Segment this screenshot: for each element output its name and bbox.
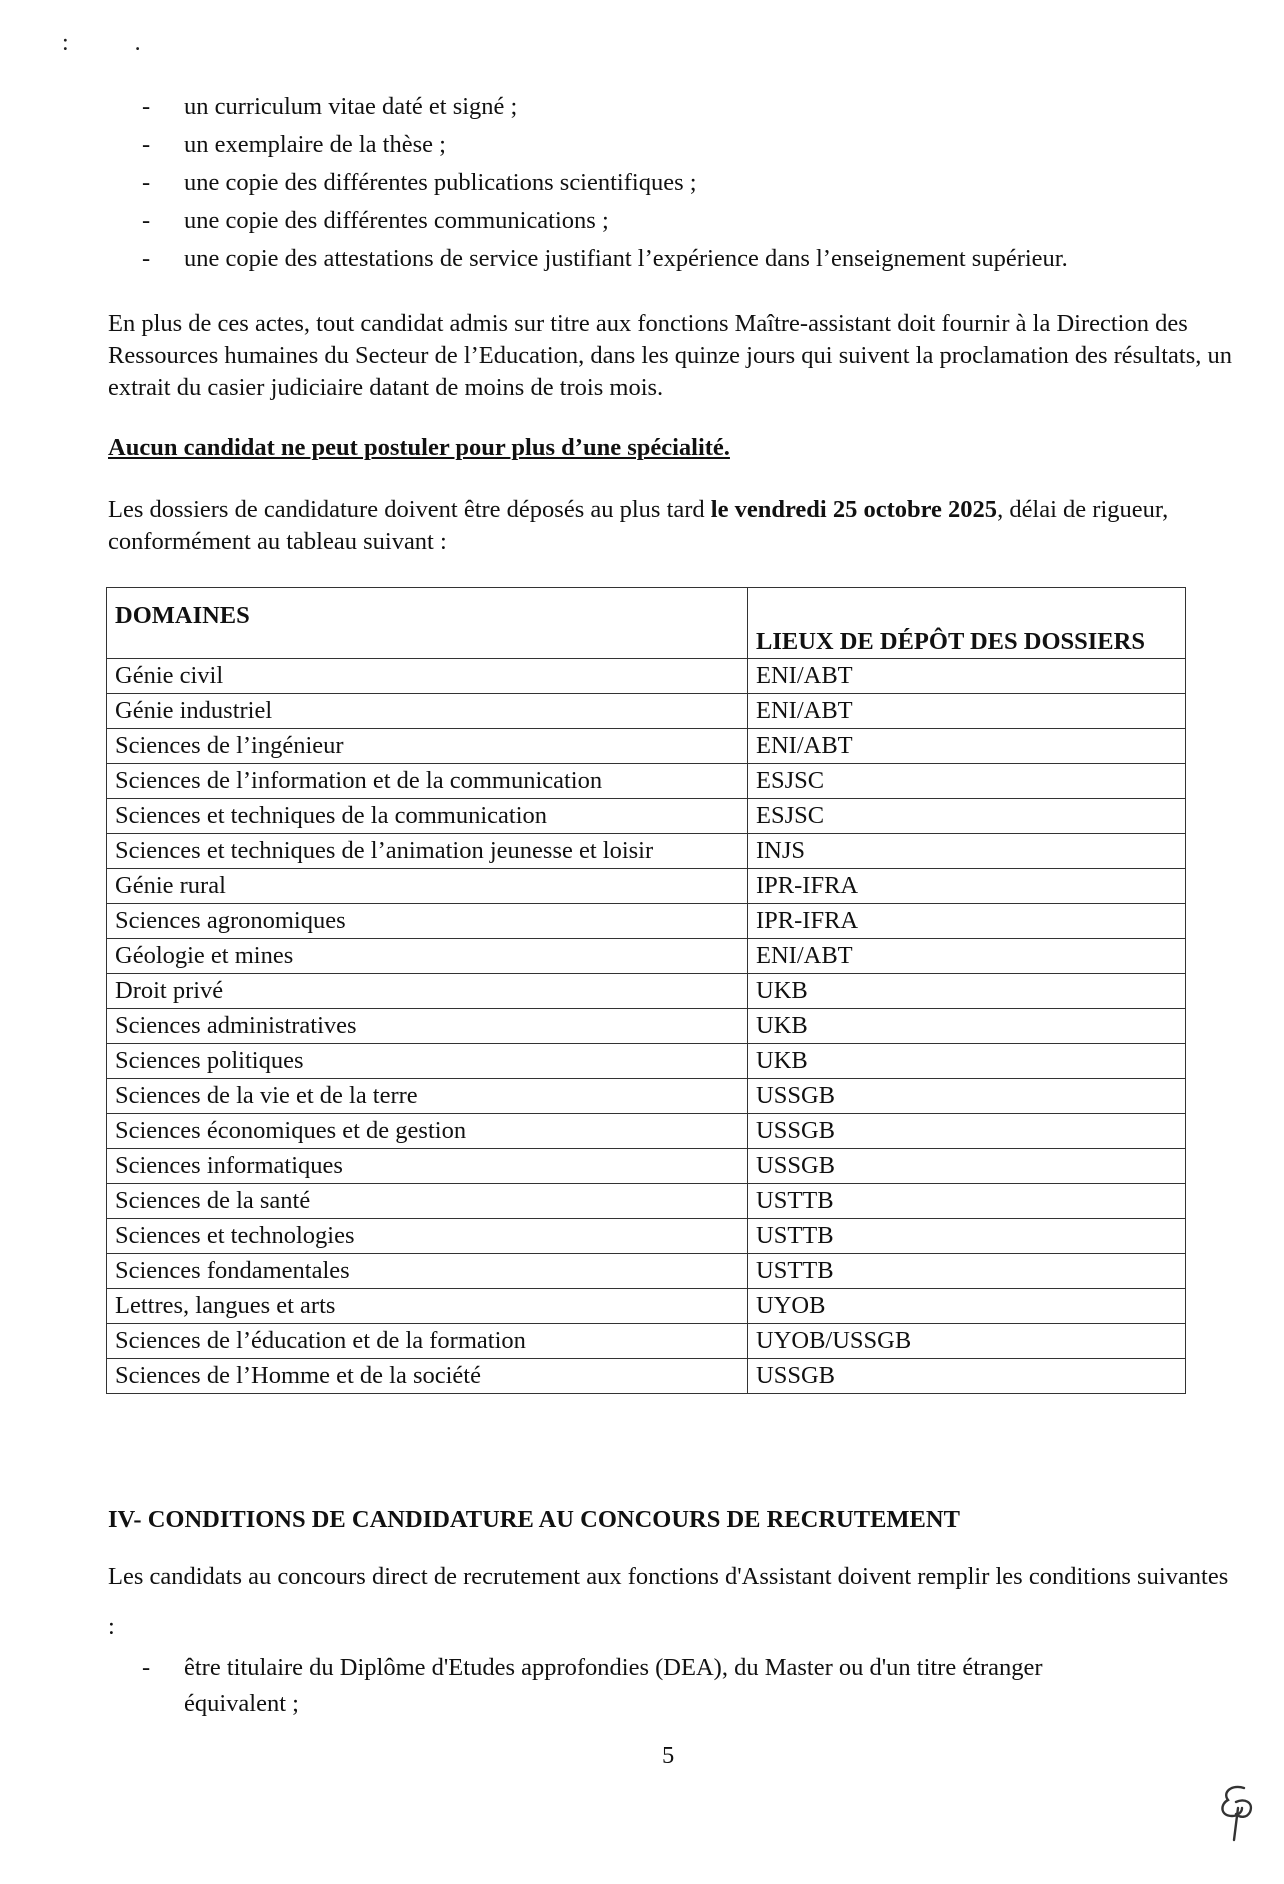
cell-domain: Sciences de la vie et de la terre xyxy=(107,1079,748,1114)
table-row xyxy=(107,799,1186,834)
cell-location: UYOB xyxy=(748,1289,1186,1324)
cell-domain: Géologie et mines xyxy=(107,939,748,974)
deadline-text-before: Les dossiers de candidature doivent être déposés au plus tard xyxy=(108,496,711,523)
cell-domain: Lettres, langues et arts xyxy=(107,1289,748,1324)
cell-domain: Sciences économiques et de gestion xyxy=(107,1114,748,1149)
domains-table xyxy=(106,587,1186,1394)
cell-domain: Génie rural xyxy=(107,869,748,904)
table-row xyxy=(107,1289,1186,1324)
list-item-text: un curriculum vitae daté et signé ; xyxy=(184,93,518,120)
signature-initials xyxy=(1214,1782,1258,1844)
documents-list xyxy=(142,88,1242,278)
list-item xyxy=(142,1650,1142,1722)
table-row xyxy=(107,1149,1186,1184)
cell-location: USSGB xyxy=(748,1149,1186,1184)
cell-domain: Droit privé xyxy=(107,974,748,1009)
cell-domain: Sciences de l’Homme et de la société xyxy=(107,1359,748,1394)
table-row xyxy=(107,904,1186,939)
deadline-text-after: , délai de rigueur, conformément au tableau suivant : xyxy=(108,496,1169,555)
cell-location: ENI/ABT xyxy=(748,694,1186,729)
table-row xyxy=(107,1324,1186,1359)
bullet-dash: - xyxy=(142,131,151,158)
list-item xyxy=(142,164,1242,202)
list-item-text: être titulaire du Diplôme d'Etudes approfondies (DEA), du Master ou d'un titre étranger équivalent ; xyxy=(184,1654,1043,1717)
cell-location: USTTB xyxy=(748,1219,1186,1254)
cell-domain: Sciences et techniques de la communication xyxy=(107,799,748,834)
paragraph-additional-documents: En plus de ces actes, tout candidat admis sur titre aux fonctions Maître-assistant doit fournir à la Direction des Ressources humaines du Secteur de l’Education, dans les quinze jours qui suivent la proclamation des résultats, un extrait du casier judiciaire datant de moins de trois mois. xyxy=(108,310,1233,401)
cell-location: IPR-IFRA xyxy=(748,869,1186,904)
table-row xyxy=(107,939,1186,974)
cell-location: UKB xyxy=(748,1009,1186,1044)
column-header-locations: LIEUX DE DÉPÔT DES DOSSIERS xyxy=(748,588,1186,659)
table-row xyxy=(107,1079,1186,1114)
table-row xyxy=(107,659,1186,694)
cell-location: USSGB xyxy=(748,1114,1186,1149)
list-item-text: un exemplaire de la thèse ; xyxy=(184,131,446,158)
cell-domain: Génie civil xyxy=(107,659,748,694)
section-title: IV- CONDITIONS DE CANDIDATURE AU CONCOURS DE RECRUTEMENT xyxy=(108,1506,960,1533)
cell-domain: Sciences politiques xyxy=(107,1044,748,1079)
table-row xyxy=(107,729,1186,764)
table-row xyxy=(107,834,1186,869)
list-item xyxy=(142,126,1242,164)
cell-location: ENI/ABT xyxy=(748,729,1186,764)
table-row xyxy=(107,1044,1186,1079)
table-row xyxy=(107,1219,1186,1254)
bullet-dash: - xyxy=(142,169,151,196)
cell-location: ESJSC xyxy=(748,799,1186,834)
cell-domain: Sciences de l’éducation et de la formation xyxy=(107,1324,748,1359)
cell-domain: Sciences et techniques de l’animation jeunesse et loisir xyxy=(107,834,748,869)
table-row xyxy=(107,1184,1186,1219)
column-header-domains: DOMAINES xyxy=(107,588,748,659)
header-mark: : xyxy=(62,30,69,56)
table-row xyxy=(107,694,1186,729)
cell-location: USSGB xyxy=(748,1079,1186,1114)
cell-location: UKB xyxy=(748,974,1186,1009)
table-row xyxy=(107,1359,1186,1394)
cell-location: IPR-IFRA xyxy=(748,904,1186,939)
header-marks xyxy=(62,30,201,57)
page-number: 5 xyxy=(662,1742,675,1769)
bullet-dash: - xyxy=(142,207,151,234)
cell-location: UYOB/USSGB xyxy=(748,1324,1186,1359)
cell-domain: Sciences informatiques xyxy=(107,1149,748,1184)
table-body xyxy=(107,659,1186,1394)
cell-location: USSGB xyxy=(748,1359,1186,1394)
cell-location: ENI/ABT xyxy=(748,939,1186,974)
deadline-date: le vendredi 25 octobre 2025 xyxy=(710,496,998,523)
list-item-text: une copie des attestations de service justifiant l’expérience dans l’enseignement supérieur. xyxy=(184,245,1068,272)
paragraph-deadline xyxy=(108,494,1238,558)
table-row xyxy=(107,974,1186,1009)
cell-location: ESJSC xyxy=(748,764,1186,799)
warning-single-specialty: Aucun candidat ne peut postuler pour plus d’une spécialité. xyxy=(108,434,730,461)
table-row xyxy=(107,764,1186,799)
cell-domain: Sciences agronomiques xyxy=(107,904,748,939)
table-header-row xyxy=(107,588,1186,659)
cell-domain: Sciences de l’information et de la communication xyxy=(107,764,748,799)
cell-location: USTTB xyxy=(748,1254,1186,1289)
cell-location: ENI/ABT xyxy=(748,659,1186,694)
table-row xyxy=(107,1254,1186,1289)
cell-domain: Sciences administratives xyxy=(107,1009,748,1044)
paragraph-conditions-intro: Les candidats au concours direct de recrutement aux fonctions d'Assistant doivent remplir les conditions suivantes : xyxy=(108,1563,1229,1640)
list-item-text: une copie des différentes publications scientifiques ; xyxy=(184,169,697,196)
bullet-dash: - xyxy=(142,1654,151,1681)
list-item xyxy=(142,202,1242,240)
cell-location: USTTB xyxy=(748,1184,1186,1219)
cell-domain: Sciences et technologies xyxy=(107,1219,748,1254)
cell-location: UKB xyxy=(748,1044,1186,1079)
conditions-list xyxy=(142,1650,1142,1722)
cell-domain: Sciences de la santé xyxy=(107,1184,748,1219)
list-item xyxy=(142,240,1242,278)
list-item xyxy=(142,88,1242,126)
bullet-dash: - xyxy=(142,245,151,272)
cell-domain: Génie industriel xyxy=(107,694,748,729)
cell-domain: Sciences de l’ingénieur xyxy=(107,729,748,764)
cell-domain: Sciences fondamentales xyxy=(107,1254,748,1289)
bullet-dash: - xyxy=(142,93,151,120)
table-row xyxy=(107,869,1186,904)
list-item-text: une copie des différentes communications ; xyxy=(184,207,609,234)
table-row xyxy=(107,1114,1186,1149)
cell-location: INJS xyxy=(748,834,1186,869)
table-row xyxy=(107,1009,1186,1044)
header-mark: . xyxy=(134,30,141,56)
